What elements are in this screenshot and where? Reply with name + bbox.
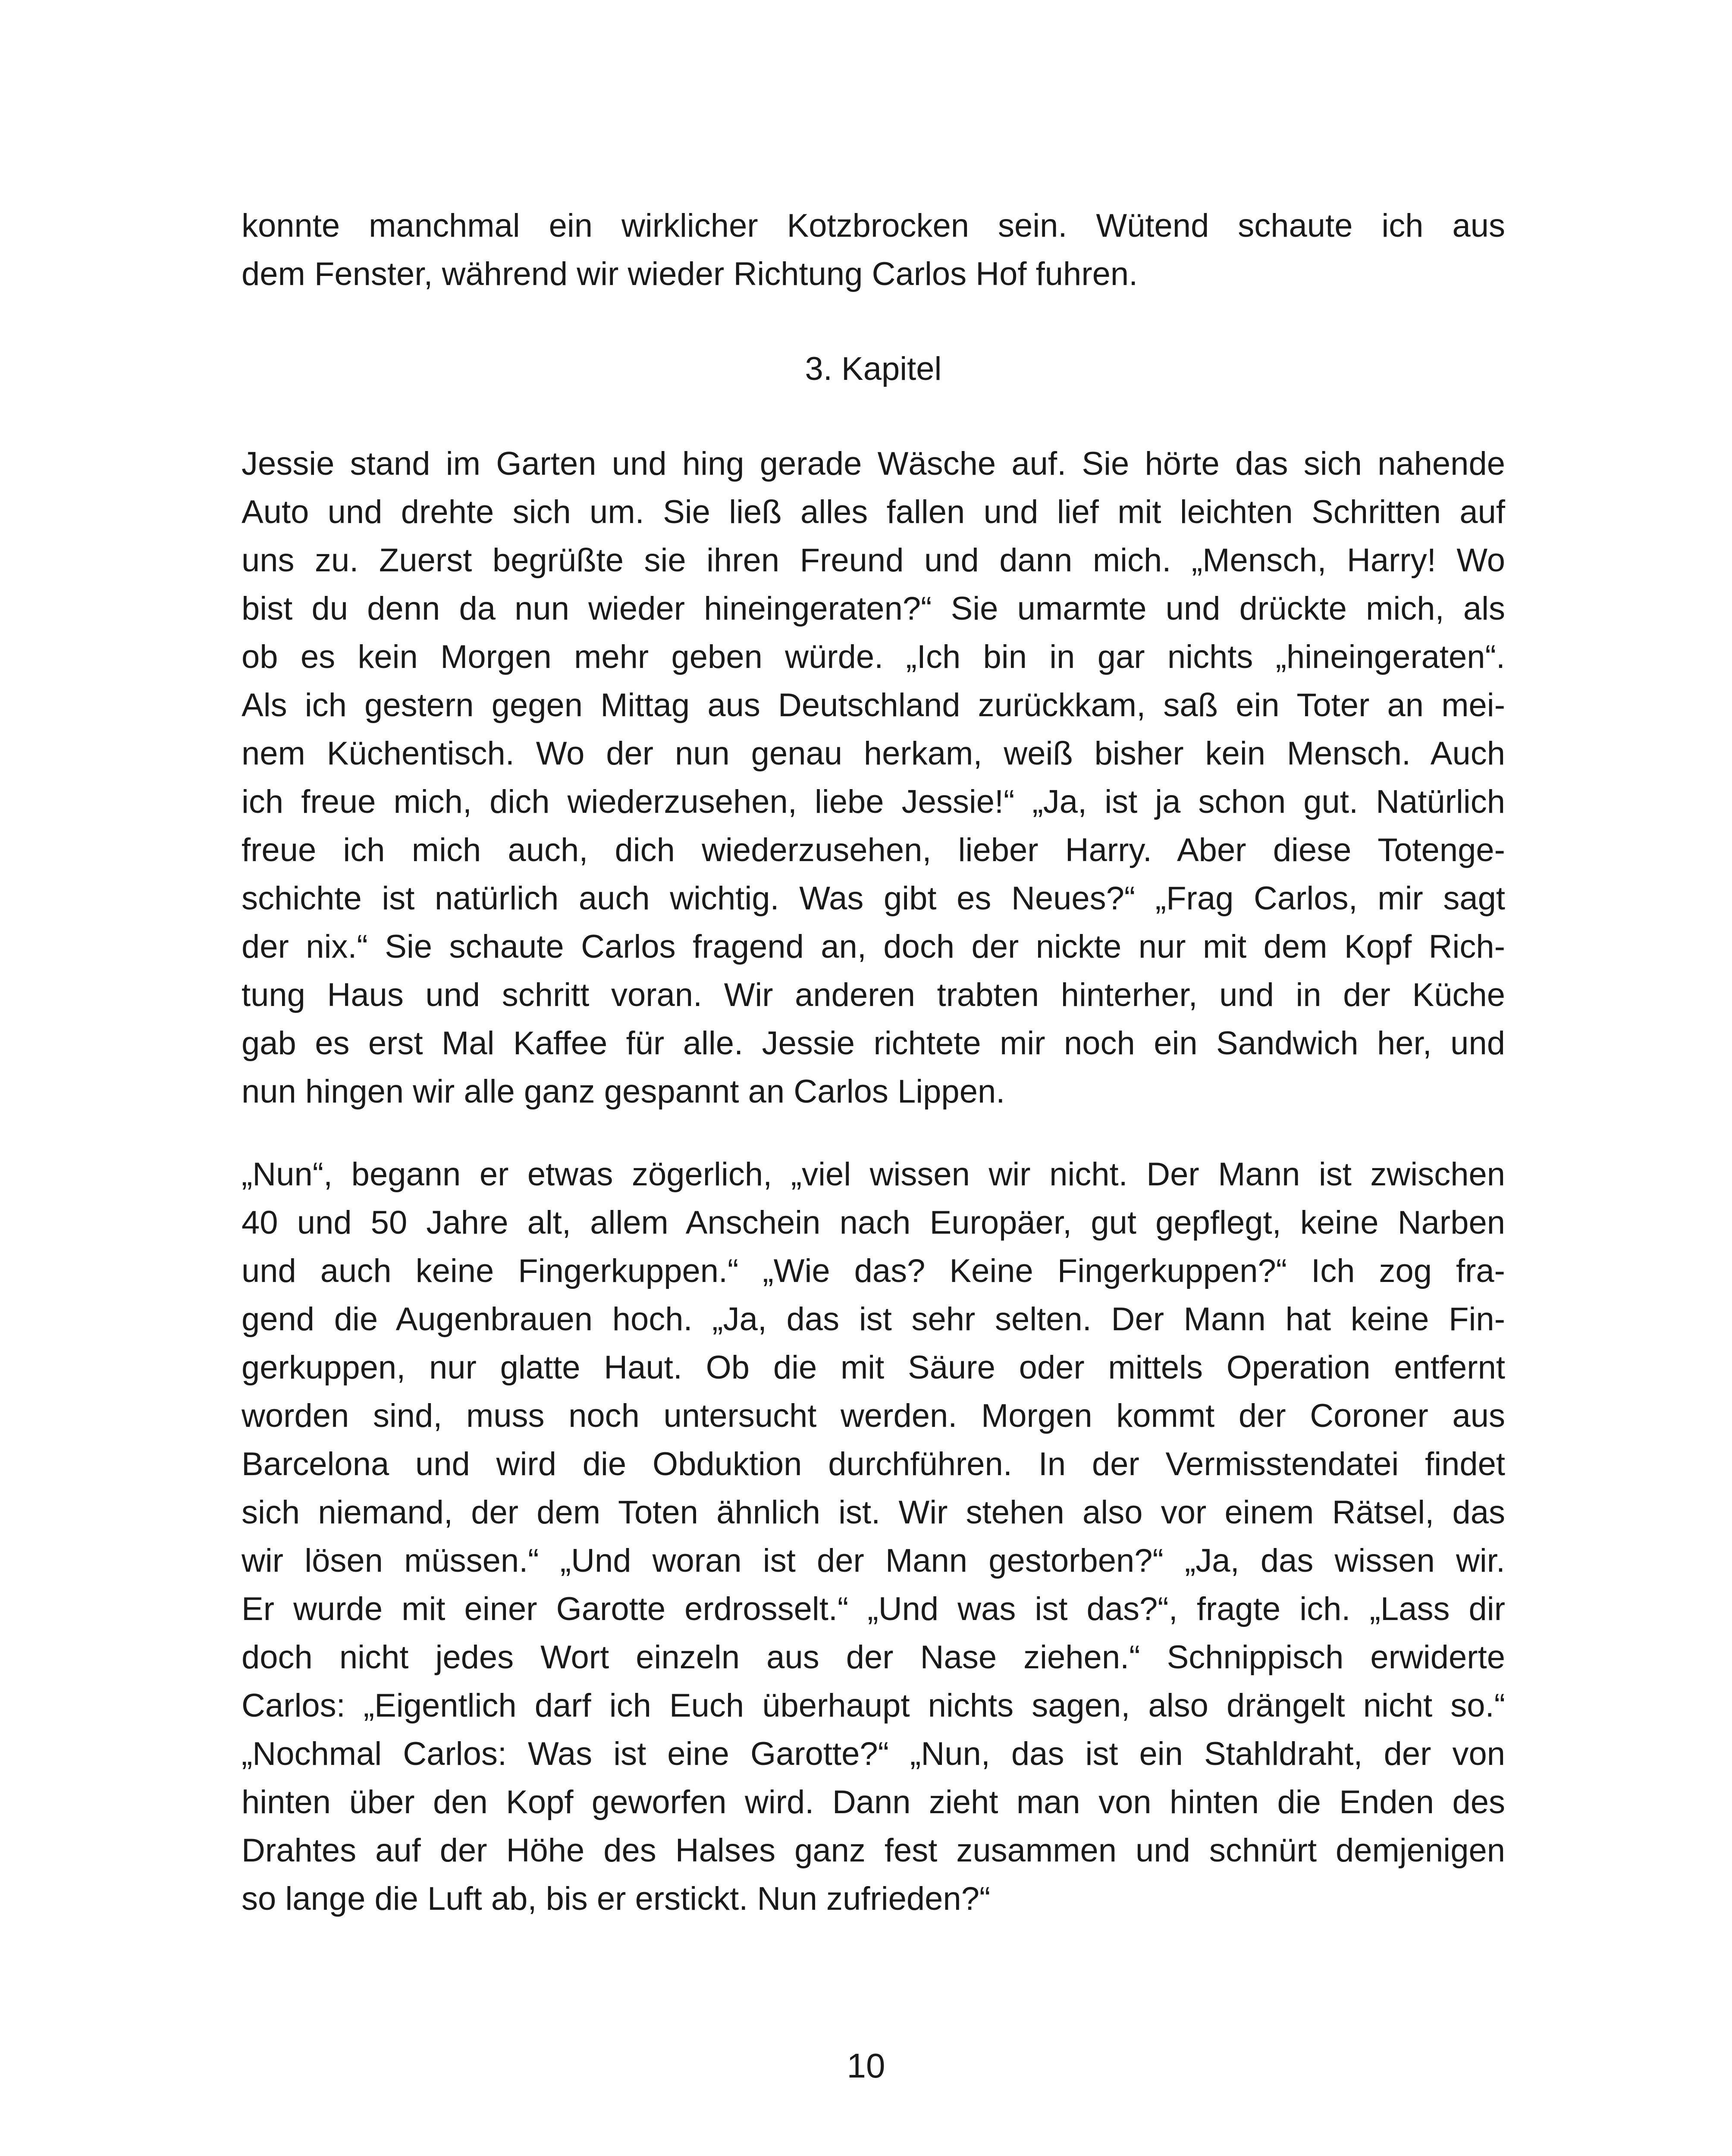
text-line: 40 und 50 Jahre alt, allem Anschein nach Europäer, gut gepflegt, keine Narben (242, 1204, 1505, 1241)
text-line: Jessie stand im Garten und hing gerade Wäsche auf. Sie hörte das sich nahende (242, 445, 1505, 482)
text-line: Barcelona und wird die Obduktion durchführen. In der Vermisstendatei findet (242, 1446, 1505, 1482)
paragraph-1 (242, 440, 1505, 1116)
text-line: uns zu. Zuerst begrüßte sie ihren Freund und dann mich. „Mensch, Harry! Wo (242, 542, 1505, 579)
intro-paragraph (242, 202, 1505, 298)
text-line: gend die Augenbrauen hoch. „Ja, das ist sehr selten. Der Mann hat keine Fin- (242, 1301, 1505, 1338)
text-line: und auch keine Fingerkuppen.“ „Wie das? Keine Fingerkuppen?“ Ich zog fra- (242, 1253, 1505, 1289)
text-line: gerkuppen, nur glatte Haut. Ob die mit Säure oder mittels Operation entfernt (242, 1349, 1505, 1386)
text-line: Carlos: „Eigentlich darf ich Euch überhaupt nichts sagen, also drängelt nicht so.“ (242, 1687, 1505, 1724)
text-line: ich freue mich, dich wiederzusehen, liebe Jessie!“ „Ja, ist ja schon gut. Natürlich (242, 783, 1505, 820)
text-line: konnte manchmal ein wirklicher Kotzbrocken sein. Wütend schaute ich aus (242, 207, 1505, 244)
text-line: nun hingen wir alle ganz gespannt an Carlos Lippen. (242, 1073, 1005, 1110)
text-line: „Nochmal Carlos: Was ist eine Garotte?“ „Nun, das ist ein Stahldraht, der von (242, 1736, 1505, 1772)
chapter-heading: 3. Kapitel (805, 351, 942, 387)
text-line: gab es erst Mal Kaffee für alle. Jessie richtete mir noch ein Sandwich her, und (242, 1025, 1505, 1062)
paragraph-2 (242, 1150, 1505, 1923)
text-line: Er wurde mit einer Garotte erdrosselt.“ „Und was ist das?“, fragte ich. „Lass dir (242, 1591, 1505, 1627)
text-line: so lange die Luft ab, bis er erstickt. Nun zufrieden?“ (242, 1880, 991, 1917)
page-number: 10 (847, 2046, 885, 2085)
text-line: worden sind, muss noch untersucht werden. Morgen kommt der Coroner aus (242, 1398, 1505, 1434)
text-line: nem Küchentisch. Wo der nun genau herkam, weiß bisher kein Mensch. Auch (242, 735, 1505, 772)
text-line: doch nicht jedes Wort einzeln aus der Nase ziehen.“ Schnippisch erwiderte (242, 1639, 1505, 1676)
text-line: „Nun“, begann er etwas zögerlich, „viel wissen wir nicht. Der Mann ist zwischen (242, 1156, 1505, 1193)
text-line: ob es kein Morgen mehr geben würde. „Ich bin in gar nichts „hineingeraten“. (242, 639, 1505, 675)
text-line: schichte ist natürlich auch wichtig. Was gibt es Neues?“ „Frag Carlos, mir sagt (242, 880, 1505, 917)
text-line: sich niemand, der dem Toten ähnlich ist. Wir stehen also vor einem Rätsel, das (242, 1494, 1505, 1531)
text-line: freue ich mich auch, dich wiederzusehen, lieber Harry. Aber diese Totenge- (242, 832, 1505, 868)
text-line: bist du denn da nun wieder hineingeraten?“ Sie umarmte und drückte mich, als (242, 590, 1505, 627)
text-line: tung Haus und schritt voran. Wir anderen trabten hinterher, und in der Küche (242, 977, 1505, 1013)
text-line: wir lösen müssen.“ „Und woran ist der Mann gestorben?“ „Ja, das wissen wir. (242, 1542, 1505, 1579)
text-line: Als ich gestern gegen Mittag aus Deutschland zurückkam, saß ein Toter an mei- (242, 687, 1505, 724)
text-line: Drahtes auf der Höhe des Halses ganz fest zusammen und schnürt demjenigen (242, 1832, 1505, 1869)
text-line: hinten über den Kopf geworfen wird. Dann zieht man von hinten die Enden des (242, 1784, 1505, 1821)
text-line: dem Fenster, während wir wieder Richtung Carlos Hof fuhren. (242, 256, 1138, 292)
text-line: Auto und drehte sich um. Sie ließ alles fallen und lief mit leichten Schritten auf (242, 494, 1505, 530)
text-line: der nix.“ Sie schaute Carlos fragend an, doch der nickte nur mit dem Kopf Rich- (242, 928, 1505, 965)
